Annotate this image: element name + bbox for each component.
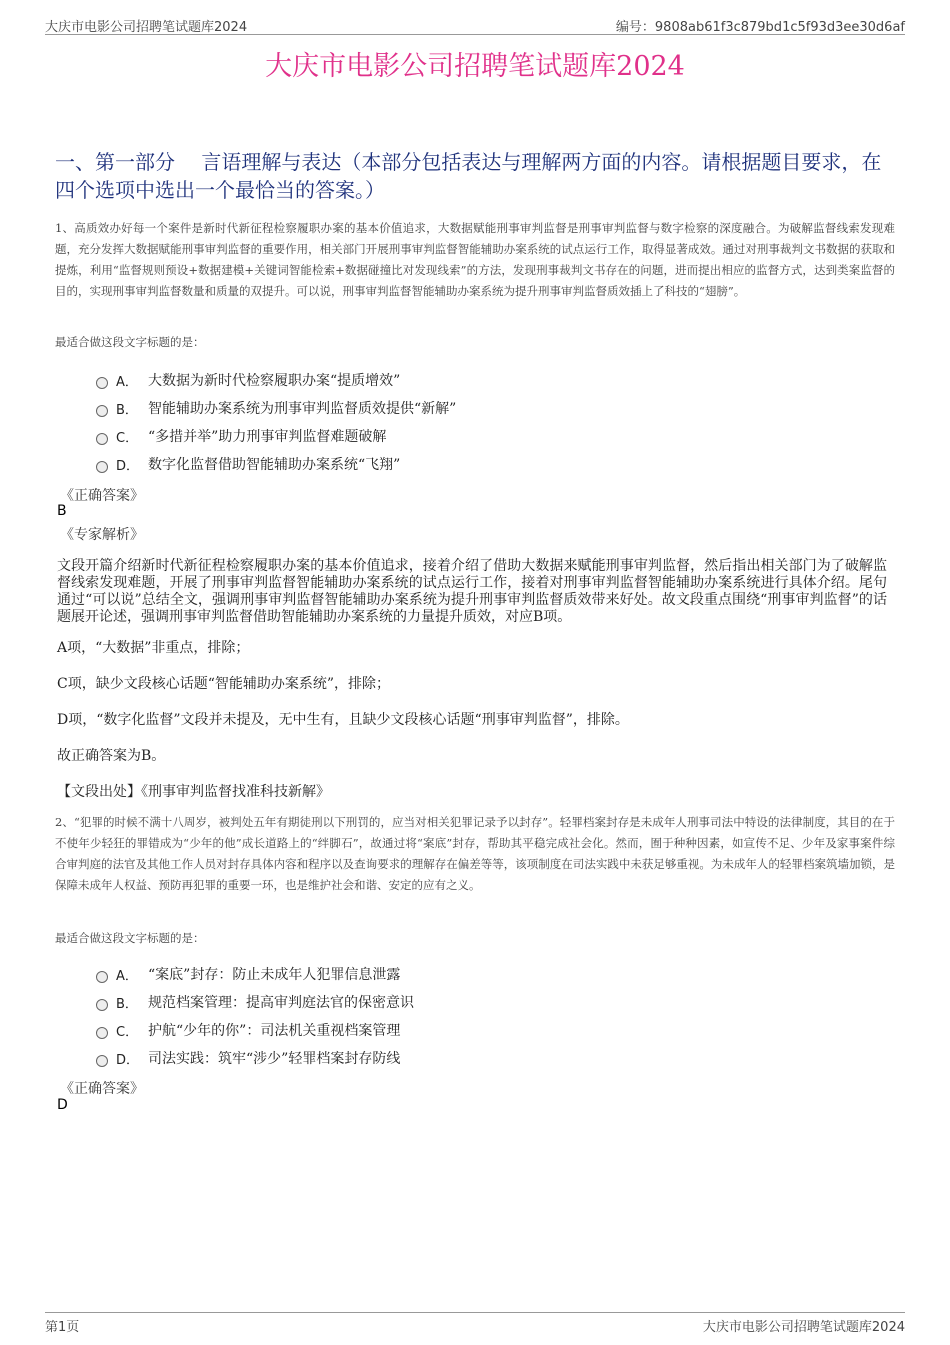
option-text: 数字化监督借助智能辅助办案系统“飞翔” <box>148 457 401 473</box>
question-1-analysis-label: 《专家解析》 <box>60 527 144 543</box>
header-doc-id: 编号：9808ab61f3c879bd1c5f93d3ee30d6af <box>615 20 905 35</box>
page-footer <box>45 1312 905 1335</box>
question-2-answer-label: 《正确答案》 <box>60 1081 144 1097</box>
question-1-option-c[interactable]: C． “多措并举”助力刑事审判监督难题破解 <box>96 422 856 450</box>
option-text: 司法实践：筑牢“涉少”轻罪档案封存防线 <box>148 1051 401 1067</box>
analysis-paragraph: A项，“大数据”非重点，排除； <box>57 640 250 656</box>
question-1-prompt: 最适合做这段文字标题的是： <box>55 335 205 349</box>
question-1-answer: B <box>57 503 67 519</box>
option-text: 大数据为新时代检察履职办案“提质增效” <box>148 373 401 389</box>
question-1-option-d[interactable]: D． 数字化监督借助智能辅助办案系统“飞翔” <box>96 450 856 478</box>
radio-button[interactable] <box>96 971 108 983</box>
radio-button[interactable] <box>96 461 108 473</box>
question-1-answer-label: 《正确答案》 <box>60 488 144 504</box>
question-2-option-c[interactable]: C． 护航“少年的你”：司法机关重视档案管理 <box>96 1016 856 1044</box>
option-text: 规范档案管理：提高审判庭法官的保密意识 <box>148 995 414 1011</box>
header-doc-name: 大庆市电影公司招聘笔试题库2024 <box>45 20 248 35</box>
question-2-text: 2、“犯罪的时候不满十八周岁，被判处五年有期徒刑以下刑罚的，应当对相关犯罪记录予以封存”。轻罪档案封存是未成年人刑事司法中特设的法律制度，其目的在于不使年少轻狂的罪错成为“少年的他”成长道路上的“绊脚石”，故通过将“案底”封存，帮助其平稳完成社会化。然而，囿于种种因素，如宣传不足、少年及家事案件综合审判庭的法官及其他工作人员对封存具体内容和程序以及查询要求的理解存在偏差等等，该项制度在司法实践中未获足够重视。为未成年人的轻罪档案筑墙加锁，是保障未成年人权益、预防再犯罪的重要一环，也是维护社会和谐、安定的应有之义。 <box>55 815 895 892</box>
analysis-paragraph: 文段开篇介绍新时代新征程检察履职办案的基本价值追求，接着介绍了借助大数据来赋能刑事审判监督，然后指出相关部门为了破解监督线索发现难题，开展了刑事审判监督智能辅助办案系统的试点运行工作，接着对刑事审判监督智能辅助办案系统进行具体介绍。尾句通过“可以说”总结全文，强调刑事审判监督智能辅助办案系统为提升刑事审判监督质效带来好处。故文段重点围绕“刑事审判监督”的话题展开论述，强调刑事审判监督借助智能辅助办案系统的力量提升质效，对应B项。 <box>57 558 887 625</box>
option-text: 护航“少年的你”：司法机关重视档案管理 <box>148 1023 401 1039</box>
radio-button[interactable] <box>96 433 108 445</box>
option-text: “案底”封存：防止未成年人犯罪信息泄露 <box>148 967 401 983</box>
analysis-paragraph: 故正确答案为B。 <box>57 748 166 764</box>
radio-button[interactable] <box>96 999 108 1011</box>
question-1-option-b[interactable]: B． 智能辅助办案系统为刑事审判监督质效提供“新解” <box>96 394 856 422</box>
section-heading: 一、第一部分 言语理解与表达（本部分包括表达与理解两方面的内容。请根据题目要求，在四个选项中选出一个最恰当的答案。） <box>55 150 882 202</box>
question-1-options <box>96 366 856 478</box>
question-1-analysis <box>57 558 887 815</box>
page-header <box>45 14 905 35</box>
question-2-option-d[interactable]: D． 司法实践：筑牢“涉少”轻罪档案封存防线 <box>96 1044 856 1072</box>
radio-button[interactable] <box>96 377 108 389</box>
question-2-answer: D <box>57 1097 68 1113</box>
option-text: 智能辅助办案系统为刑事审判监督质效提供“新解” <box>148 401 457 417</box>
radio-button[interactable] <box>96 1055 108 1067</box>
question-1-option-a[interactable]: A． 大数据为新时代检察履职办案“提质增效” <box>96 366 856 394</box>
page-number: 第1页 <box>45 1320 80 1335</box>
question-2-option-a[interactable]: A． “案底”封存：防止未成年人犯罪信息泄露 <box>96 960 856 988</box>
radio-button[interactable] <box>96 1027 108 1039</box>
question-2-option-b[interactable]: B． 规范档案管理：提高审判庭法官的保密意识 <box>96 988 856 1016</box>
analysis-paragraph: D项，“数字化监督”文段并未提及，无中生有，且缺少文段核心话题“刑事审判监督”，排除。 <box>57 712 629 728</box>
document-title: 大庆市电影公司招聘笔试题库2024 <box>265 51 685 82</box>
analysis-paragraph: C项，缺少文段核心话题“智能辅助办案系统”，排除； <box>57 676 391 692</box>
radio-button[interactable] <box>96 405 108 417</box>
question-2-options <box>96 960 856 1072</box>
option-text: “多措并举”助力刑事审判监督难题破解 <box>148 429 387 445</box>
source-citation: 【文段出处】《刑事审判监督找准科技新解》 <box>57 784 330 800</box>
question-2-prompt: 最适合做这段文字标题的是： <box>55 931 205 945</box>
question-1-text: 1、高质效办好每一个案件是新时代新征程检察履职办案的基本价值追求，大数据赋能刑事审判监督是刑事审判监督与数字检察的深度融合。为破解监督线索发现难题，充分发挥大数据赋能刑事审判监督的重要作用，相关部门开展刑事审判监督智能辅助办案系统的试点运行工作，取得显著成效。通过对刑事裁判文书数据的获取和提炼，利用“监督规则预设+数据建模+关键词智能检索+数据碰撞比对发现线索”的方法，发现刑事裁判文书存在的问题，进而提出相应的监督方式，达到类案监督的目的，实现刑事审判监督数量和质量的双提升。可以说，刑事审判监督智能辅助办案系统为提升刑事审判监督质效插上了科技的“翅膀”。 <box>55 221 895 298</box>
footer-doc-name: 大庆市电影公司招聘笔试题库2024 <box>702 1320 905 1335</box>
